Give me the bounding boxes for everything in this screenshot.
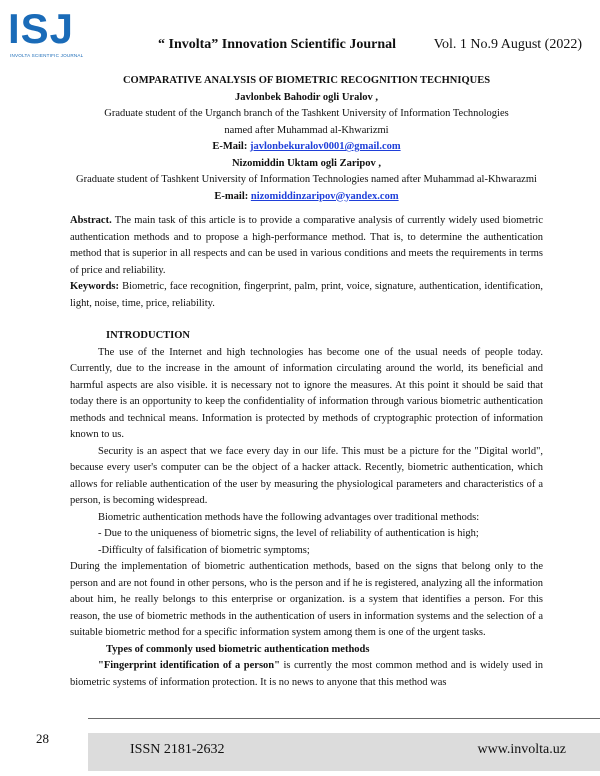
issn: ISSN 2181-2632 xyxy=(130,742,225,757)
page-number: 28 xyxy=(36,731,49,746)
list-item: -Difficulty of falsification of biometric symptoms; xyxy=(98,544,310,556)
list-item: - Due to the uniqueness of biometric signs, the level of reliability of authentication is high; xyxy=(98,528,479,539)
issue-info: Vol. 1 No.9 August (2022) xyxy=(433,37,582,52)
logo-subtitle: INVOLTA SCIENTIFIC JOURNAL xyxy=(10,53,84,58)
paragraph: The use of the Internet and high technologies has become one of the usual needs of people today. Currently, due to the increase in the amount of information circulating around the world, its beneficial and harmful aspects are also visible. it is necessary not to ignore the measures. At this point it should be said that today there is an opportunity to keep the confidentiality of information through various biometric authentication methods and technical means. Information is protected by methods of cryptographic protection of information known to us. xyxy=(70,346,543,440)
keywords xyxy=(70,279,543,312)
paragraph: Biometric authentication methods have the following advantages over traditional methods: xyxy=(98,511,480,523)
spacer xyxy=(70,312,543,328)
intro-heading: INTRODUCTION xyxy=(106,330,191,341)
website-link[interactable]: www.involta.uz xyxy=(477,742,566,757)
author1-affiliation: Graduate student of the Urganch branch of the Tashkent University of Information Technologies named after Muhammad al-Khwarizmi xyxy=(104,108,509,136)
paragraph xyxy=(70,658,543,691)
keywords-label: Keywords: xyxy=(70,281,119,292)
abstract xyxy=(70,213,543,279)
journal-name: “ Involta” Innovation Scientific Journal xyxy=(158,37,397,52)
journal-logo xyxy=(8,6,92,62)
author1-email-link[interactable]: javlonbekuralov0001@gmail.com xyxy=(249,141,401,152)
article-body xyxy=(70,73,543,691)
author2-name: Nizomiddin Uktam ogli Zaripov , xyxy=(231,157,382,169)
paragraph: During the implementation of biometric authentication methods, based on the signs that belong only to the person and are not found in other persons, who is the person and if he is registered, analyzing all the information about him, he really belongs to this enterprise or organization. is a system that identifies a person. For this reason, the use of biometric methods in the authentication of users in information systems and the selection of a suitable biometric method for a specific information system among them is one of the urgent tasks. xyxy=(70,561,543,638)
author1-email-line xyxy=(70,139,543,156)
abstract-text: The main task of this article is to provide a comparative analysis of currently widely used biometric authentication methods and to propose a high-performance method. That is, to determine the authentication method that is superior in all respects and can be used in various conditions and meets the requirements in terms of price and reliability. xyxy=(70,215,544,276)
paragraph: Security is an aspect that we face every day in our life. This must be a picture for the "Digital world", because every user's computer can be the object of a hacker attack. Recently, biometric authentication, which allows for reliable authentication of the user by measuring the physiological parameters and characteristics of a person, is becoming widespread. xyxy=(70,445,543,506)
email-label: E-Mail: xyxy=(212,141,248,152)
fingerprint-term: "Fingerprint identification of a person" xyxy=(98,660,280,671)
author2-email-link[interactable]: nizomiddinzaripov@yandex.com xyxy=(250,190,399,202)
footer-divider xyxy=(88,718,600,719)
article-title: COMPARATIVE ANALYSIS OF BIOMETRIC RECOGNITION TECHNIQUES xyxy=(122,75,491,86)
types-heading: Types of commonly used biometric authentication methods xyxy=(106,643,370,655)
spacer xyxy=(70,205,543,213)
keywords-text: Biometric, face recognition, fingerprint, palm, print, voice, signature, authentication, identification, light, noise, time, price, reliability. xyxy=(70,281,544,309)
paragraph-text: is currently the most common method and is widely used in biometric systems of information protection. It is no news to anyone that this method was xyxy=(70,660,543,688)
author2-affiliation: Graduate student of Tashkent University of Information Technologies named after Muhammad al-Khwarazmi xyxy=(76,174,537,185)
author1-name: Javlonbek Bahodir ogli Uralov , xyxy=(234,91,379,103)
abstract-label: Abstract. xyxy=(70,215,112,226)
author2-email-line xyxy=(70,189,543,206)
logo-text: ISJ xyxy=(8,5,75,52)
email-label: E-mail: xyxy=(214,190,249,202)
